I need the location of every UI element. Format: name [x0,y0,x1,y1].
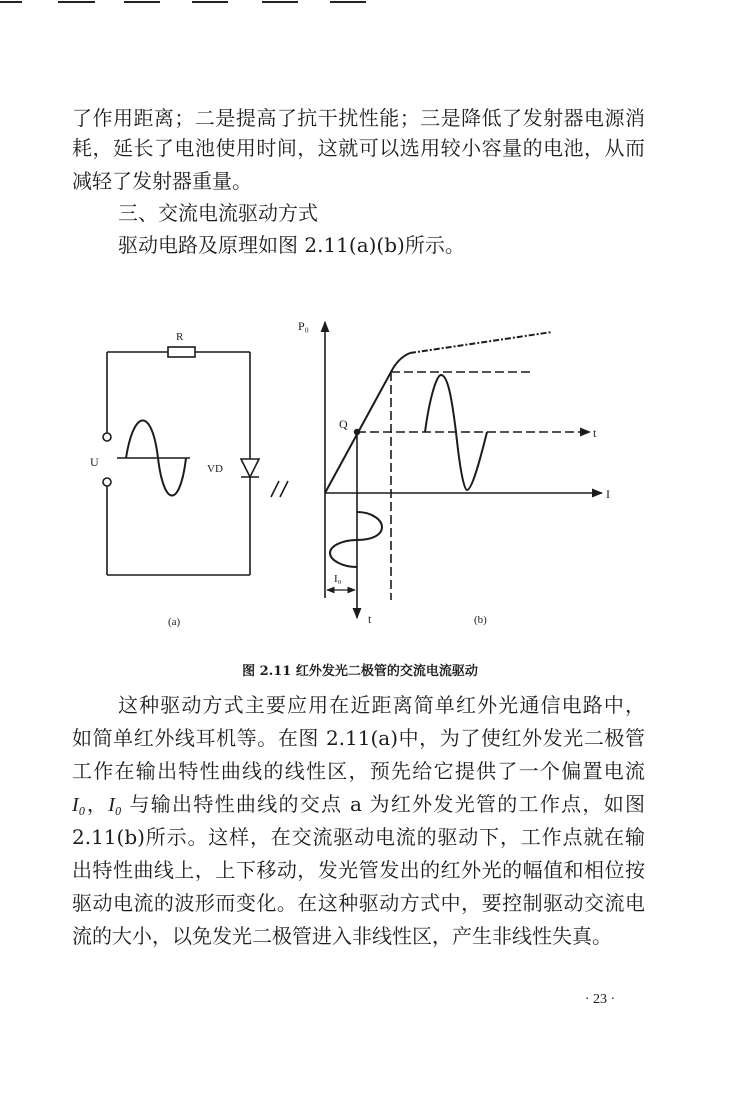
paragraph-line: 了作用距离；二是提高了抗干扰性能；三是降低了发射器电源消 [72,106,645,130]
resistor [168,347,195,357]
output-time-label: t [593,426,597,440]
input-time-label: t [368,612,372,626]
paragraph-line: 驱动电流的波形而变化。在这种驱动方式中，要控制驱动交流电 [72,891,645,915]
input-current-wave [330,512,382,567]
paragraph-line: 如简单红外线耳机等。在图 2.11(a)中，为了使红外发光二极管 [72,726,645,750]
line-text: 与输出特性曲线的交点 a 为红外发光管的工作点，如图 [121,792,645,816]
top-rule-fragment [0,1,22,3]
figure-caption: 图 2.11 红外发光二极管的交流电流驱动 [242,664,478,679]
paragraph-line: 减轻了发射器重量。 [72,169,252,193]
paragraph-line: 2.11(b)所示。这样，在交流驱动电流的驱动下，工作点就在输 [72,825,645,849]
section-heading: 三、交流电流驱动方式 [118,201,318,225]
paragraph-line: 工作在输出特性曲线的线性区，预先给它提供了一个偏置电流 [72,759,645,783]
diode-label: VD [207,463,223,475]
diode-symbol [241,459,259,477]
panel-a-caption: (a) [168,616,181,628]
source-label: U [90,455,99,469]
intro-line: 驱动电路及原理如图 2.11(a)(b)所示。 [118,233,465,257]
bias-label: I₀ [334,573,342,585]
panel-a-circuit [103,347,288,575]
paragraph-line [72,791,645,817]
bias-current-symbol: I₀ [72,794,86,816]
paragraph-line: 流的大小，以免发光二极管进入非线性区，产生非线性失真。 [72,924,612,948]
top-rule-fragment [58,1,95,3]
paragraph-line: 这种驱动方式主要应用在近距离简单红外光通信电路中， [118,693,645,717]
top-rule-fragment [262,1,298,3]
page-number: · 23 · [584,992,616,1007]
panel-b-characteristic [325,322,602,618]
top-rule-fragment [124,1,160,3]
characteristic-curve-linear [325,353,410,493]
resistor-label: R [176,331,184,343]
panel-b-caption: (b) [474,614,487,626]
top-rule-fragment [192,1,228,3]
operating-point-q [354,429,360,435]
paragraph-line: 出特性曲线上，上下移动，发光管发出的红外光的幅值和相位按 [72,858,645,882]
q-label: Q [339,417,348,431]
terminal-bottom [103,478,111,486]
y-axis-label: P₀ [298,319,309,333]
figure-2-11 [0,300,738,640]
top-rule-fragment [330,1,366,3]
separator: ， [85,792,109,816]
terminal-top [103,433,111,441]
light-emission-marks [271,481,288,497]
bias-current-symbol: I₀ [108,794,122,816]
paragraph-line: 耗，延长了电池使用时间，这就可以选用较小容量的电池，从而 [72,136,645,160]
x-axis-label: I [606,487,610,501]
characteristic-curve-saturation [410,332,552,353]
